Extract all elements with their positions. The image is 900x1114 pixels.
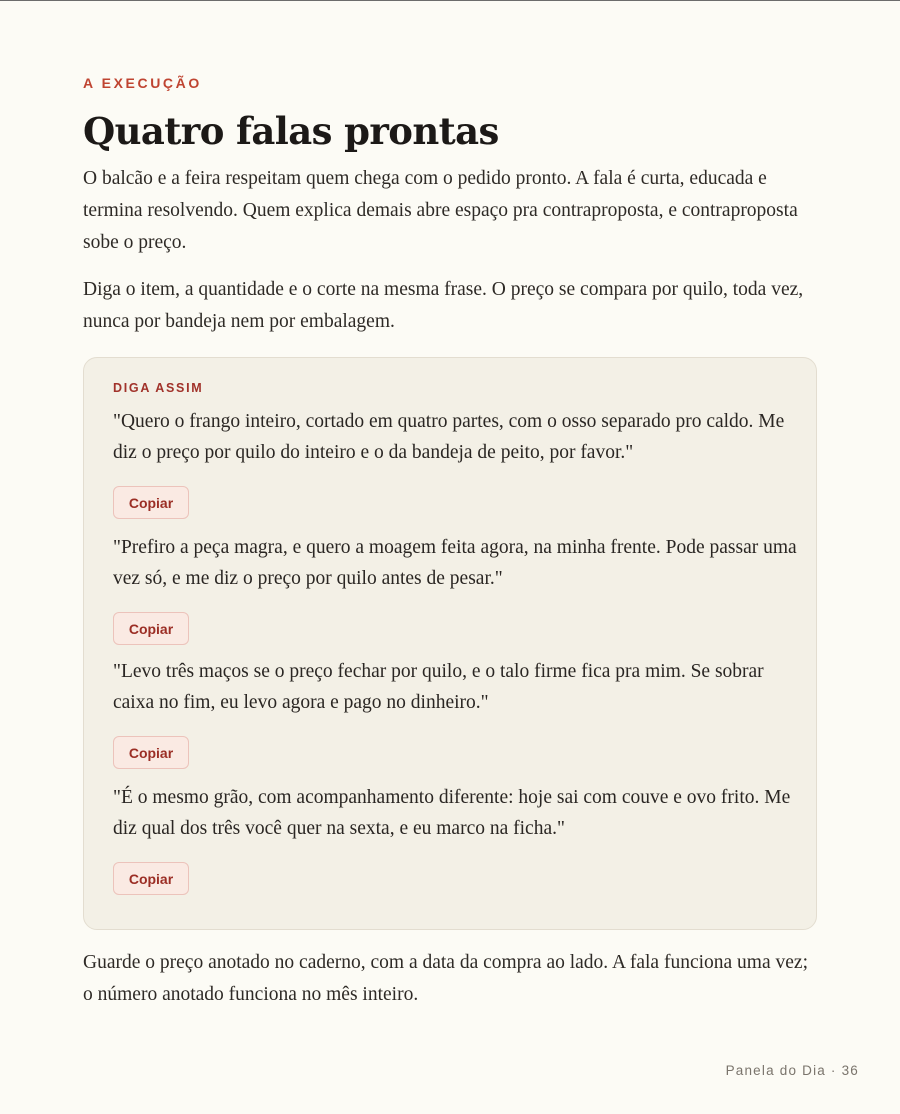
script-item (113, 406, 803, 511)
closing-paragraph: Guarde o preço anotado no caderno, com a data da compra ao lado. A fala funciona uma vez; o número anotado funciona no mês inteiro. (83, 952, 808, 1005)
script-quote: "Quero o frango inteiro, cortado em quatro partes, com o osso separado pro caldo. Me diz o preço por quilo do inteiro e o da bandeja de peito, por favor." (113, 411, 785, 463)
script-quote: "Levo três maços se o preço fechar por quilo, e o talo firme fica pra mim. Se sobrar caixa no fim, eu levo agora e pago no dinheiro." (113, 661, 764, 713)
copy-button[interactable]: Copiar (113, 862, 189, 895)
copy-button[interactable]: Copiar (113, 612, 189, 645)
script-quote: "É o mesmo grão, com acompanhamento diferente: hoje sai com couve e ovo frito. Me diz qual dos três você quer na sexta, e eu marco na ficha." (113, 787, 791, 839)
script-item (113, 782, 803, 887)
intro-paragraph: O balcão e a feira respeitam quem chega com o pedido pronto. A fala é curta, educada e termina resolvendo. Quem explica demais abre espaço pra contraproposta, e contraproposta sobe o preço. (83, 168, 798, 253)
copy-button[interactable]: Copiar (113, 736, 189, 769)
page-title: Quatro falas prontas (83, 109, 499, 153)
callout-label: DIGA ASSIM (113, 381, 204, 395)
page-footer: Panela do Dia · 36 (725, 1063, 859, 1078)
intro-paragraph: Diga o item, a quantidade e o corte na mesma frase. O preço se compara por quilo, toda vez, nunca por bandeja nem por embalagem. (83, 279, 804, 332)
script-quote: "Prefiro a peça magra, e quero a moagem feita agora, na minha frente. Pode passar uma vez só, e me diz o preço por quilo antes de pesar." (113, 537, 797, 589)
section-eyebrow: A EXECUÇÃO (83, 75, 202, 91)
script-item (113, 656, 803, 761)
script-item (113, 532, 803, 637)
scripts-callout (83, 357, 817, 930)
copy-button[interactable]: Copiar (113, 486, 189, 519)
